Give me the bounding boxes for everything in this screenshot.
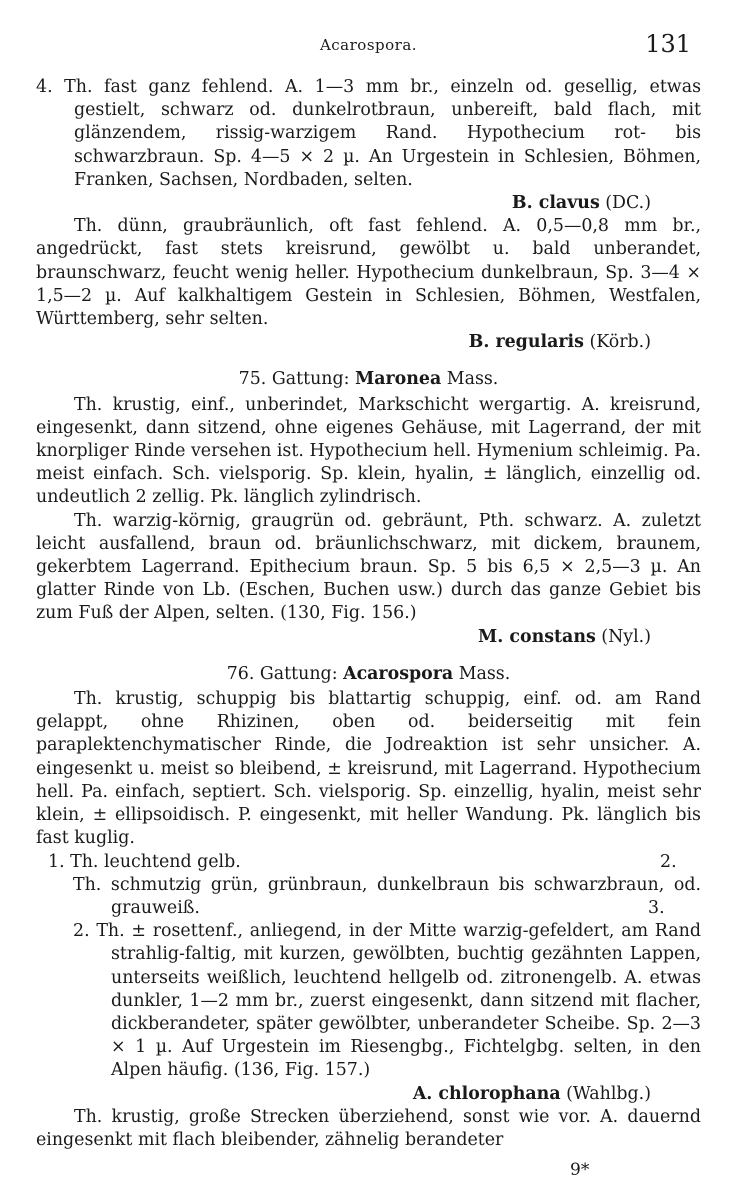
species-author: (Körb.) <box>583 332 651 353</box>
species-author: (Wahlbg.) <box>560 1083 651 1104</box>
entry-text: 4. Th. fast ganz fehlend. A. 1—3 mm br., einzeln od. gesellig, etwas gestielt, schwarz od. dunkelrotbraun, unbereift, bald flach, mit glänzendem, rissig-warzigem Rand. Hypothecium rot- bis schwarzbraun. Sp. 4—5 × 2 µ. An Urgestein in Schlesien, Böhmen, Franken, Sachsen, Nordbaden, selten. <box>36 77 701 190</box>
entry-text: Th. dünn, graubräunlich, oft fast fehlend. A. 0,5—0,8 mm br., angedrückt, fast stets kreisrund, gewölbt u. bald unberandet, braunschwarz, feucht wenig heller. Hypothecium dunkelbraun, Sp. 3—4 × 1,5—2 µ. Auf kalkhaltigem Gestein in Schlesien, Böhmen, Westfalen, Württemberg, sehr selten. <box>36 216 701 330</box>
running-title: Acarospora. <box>319 36 418 54</box>
signature-mark: 9* <box>570 1160 590 1180</box>
key-lead-2b: Th. krustig, große Strecken überziehend, sonst wie vor. A. dauernd eingesenkt mit flach bleibender, zähnelig berandeter <box>36 1106 701 1150</box>
genus-name: Maronea <box>354 369 442 390</box>
key-lead-1a <box>36 851 701 874</box>
genus-description: Th. krustig, schuppig bis blattartig schuppig, einf. od. am Rand gelappt, ohne Rhizinen, oben od. beiderseitig mit fein paraplektenchymatischer Rinde, die Jodreaktion ist sehr unsicher. A. eingesenkt u. meist so bleibend, ± kreisrund, mit Lagerrand. Hypothecium hell. Pa. einfach, septiert. Sch. vielsporig. Sp. einzellig, hyalin, meist sehr klein, ± ellipsoidisch. P. eingesenkt, mit heller Wandung. Pk. länglich bis fast kuglig. <box>36 689 701 849</box>
key-lead-text: 2. Th. ± rosettenf., anliegend, in der Mitte warzig-gefeldert, am Rand strahlig-faltig, mit kurzen, gewölbten, buchtig gezähnten Lappen, unterseits weißlich, leuchtend hellgelb od. zitronengelb. A. etwas dunkler, 1—2 mm br., zuerst eingesenkt, dann sitzend mit flacher, dickberandeter, später gewölbter, unberandeter Scheibe. Sp. 2—3 × 1 µ. Auf Urgestein im Riesengbg., Fichtelgbg. selten, in den Alpen häufig. (136, Fig. 157.) <box>73 921 701 1081</box>
genus-author: Mass. <box>441 369 499 390</box>
species-author: (DC.) <box>599 193 651 214</box>
page-body <box>36 76 701 1152</box>
key-entry-4b <box>36 215 701 331</box>
key-lead-target: 3. <box>648 897 665 918</box>
genus-heading-76 <box>36 663 701 686</box>
key-lead-text: Th. schmutzig grün, grünbraun, dunkelbraun bis schwarzbraun, od. grauweiß. <box>73 874 701 918</box>
genus-prefix: 75. Gattung: <box>238 369 355 390</box>
key-lead-2a <box>36 920 701 1082</box>
species-name: A. chlorophana <box>412 1083 561 1104</box>
species-name: M. constans <box>478 626 596 647</box>
species-line <box>36 331 701 354</box>
species-line <box>36 192 701 215</box>
species-line <box>36 1083 701 1106</box>
genus-author: Mass. <box>453 663 511 684</box>
species-description: Th. warzig-körnig, graugrün od. gebräunt, Pth. schwarz. A. zuletzt leicht ausfallend, braun od. bräunlichschwarz, mit dickem, braunem, gekerbtem Lagerrand. Epithecium braun. Sp. 5 bis 6,5 × 2,5—3 µ. An glatter Rinde von Lb. (Eschen, Buchen usw.) durch das ganze Gebiet bis zum Fuß der Alpen, selten. (130, Fig. 156.) <box>36 510 701 624</box>
genus-prefix: 76. Gattung: <box>226 663 344 684</box>
species-line <box>36 626 701 649</box>
species-name: B. clavus <box>511 193 600 214</box>
key-lead-text: 1. Th. leuchtend gelb. <box>48 851 241 872</box>
species-author: (Nyl.) <box>595 626 651 647</box>
key-lead-1b <box>36 874 701 920</box>
key-lead-target: 2. <box>660 851 677 872</box>
key-entry-4 <box>36 76 701 192</box>
running-head <box>36 30 701 70</box>
species-name: B. regularis <box>468 332 584 353</box>
genus-name: Acarospora <box>343 663 454 684</box>
genus-description: Th. krustig, einf., unberindet, Markschicht wergartig. A. kreisrund, eingesenkt, dann sitzend, ohne eigenes Gehäuse, mit Lagerrand, der mit knorpliger Rinde versehen ist. Hypothecium hell. Hymenium schleimig. Pa. meist einfach. Sch. vielsporig. Sp. klein, hyalin, ± länglich, einzellig od. undeutlich 2 zellig. Pk. länglich zylindrisch. <box>36 394 701 508</box>
page-number: 131 <box>645 30 691 58</box>
genus-heading-75 <box>36 368 701 391</box>
